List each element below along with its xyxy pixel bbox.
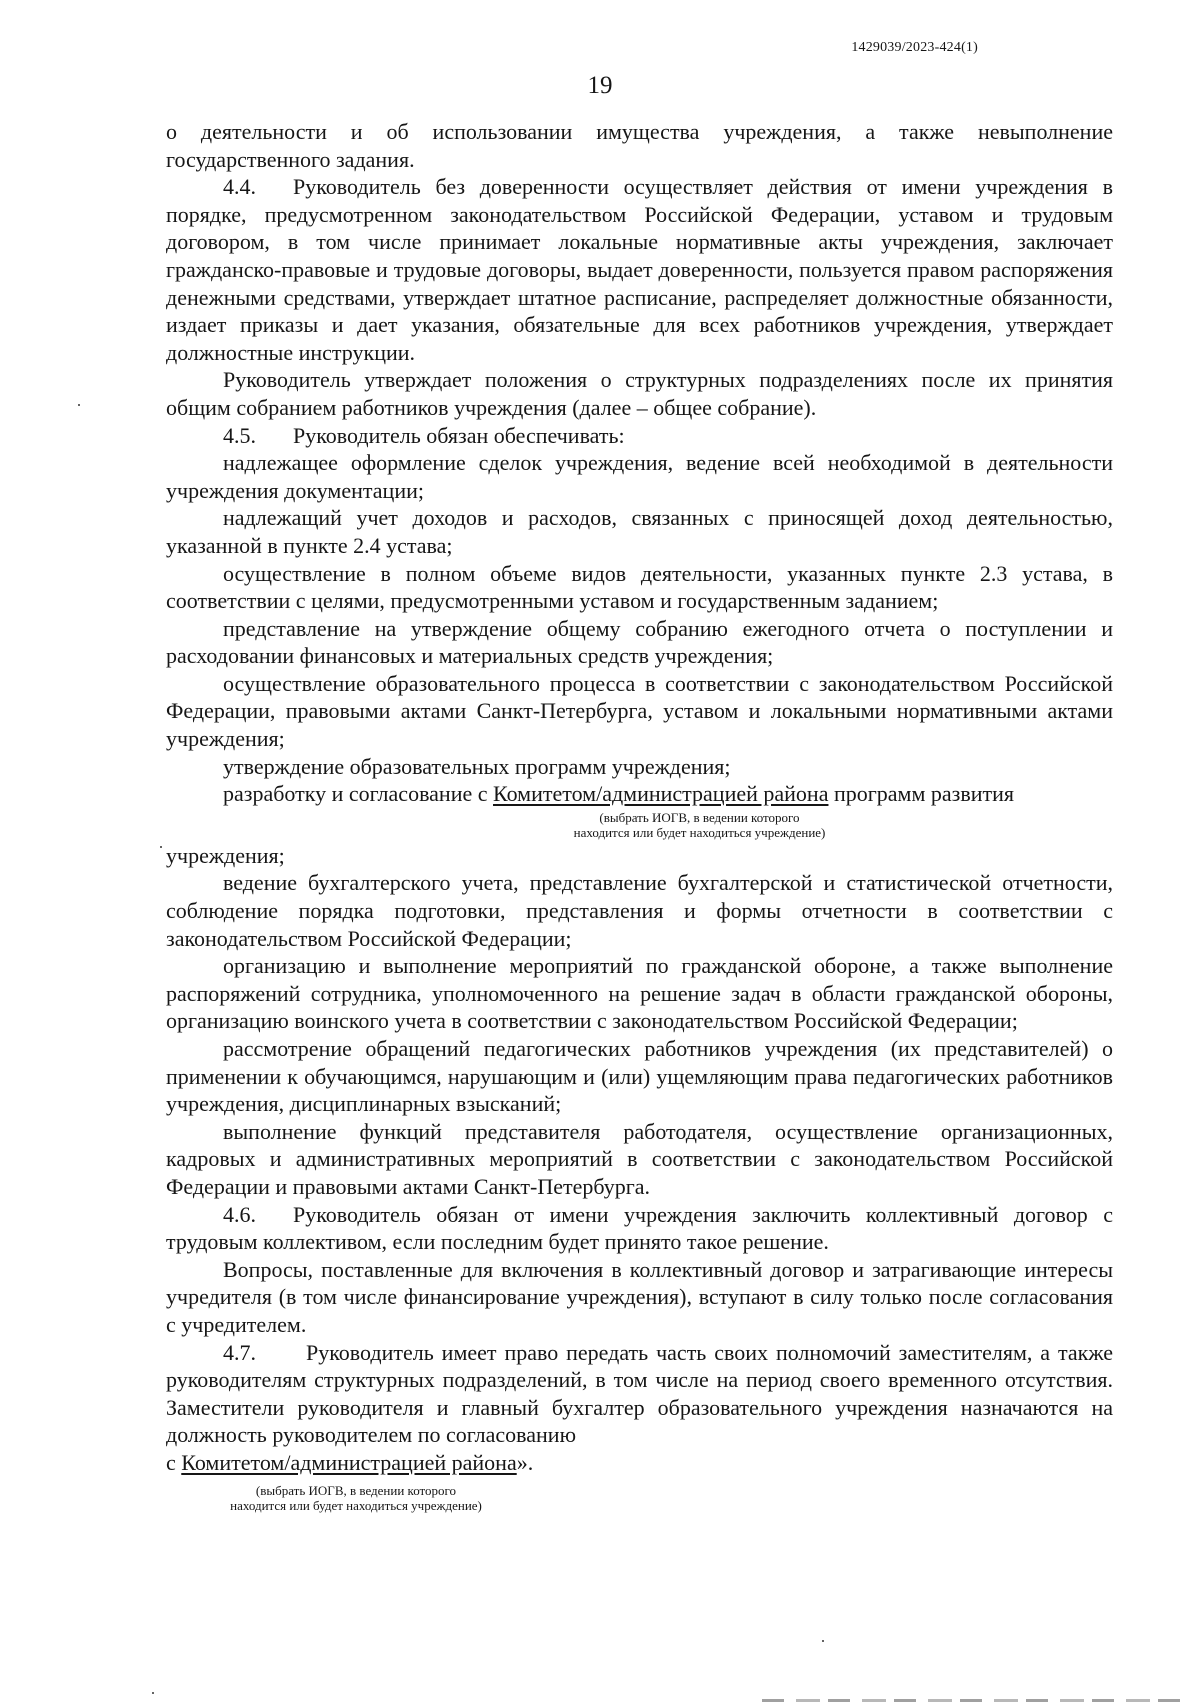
clause-4-7-last-line: [166, 1449, 1113, 1477]
placeholder-authority: Комитетом/администрацией района: [181, 1449, 517, 1475]
list-item: выполнение функций представителя работодателя, осуществление организационных, кадровых и административных мероприятий в соответствии с законодательством Российской Федерации и правовыми актами Санкт-Петербурга.: [166, 1118, 1113, 1199]
text-fragment: с: [166, 1449, 182, 1475]
scan-speck: [152, 1692, 154, 1694]
paragraph: Руководитель утверждает положения о структурных подразделениях после их принятия общим собранием работников учреждения (далее – общее собрание).: [166, 367, 1113, 420]
scan-speck: [822, 1640, 824, 1642]
clause-number: 4.4.: [223, 174, 256, 200]
clause-text: Руководитель обязан от имени учреждения заключить коллективный договор с трудовым коллективом, если последним будет принято такое решение.: [166, 1201, 1113, 1255]
clause-number: 4.5.: [223, 422, 256, 448]
clause-4-7: [166, 1339, 1113, 1449]
hint-line: (выбрать ИОГВ, в ведении которого: [599, 809, 800, 825]
clause-text: Руководитель без доверенности осуществляет действия от имени учреждения в порядке, предусмотренном законодательством Российской Федерации, уставом и трудовым договором, в том числе принимает локальные нормативные акты учреждения, заключает гражданско-правовые и трудовые договоры, выдает доверенности, пользуется правом распоряжения денежными средствами, утверждает штатное расписание, распределяет должностные обязанности, издает приказы и дает указания, обязательные для всех работников учреждения, утверждает должностные инструкции.: [166, 174, 1113, 365]
list-item: надлежащее оформление сделок учреждения, ведение всей необходимой в деятельности учреждения документации;: [166, 450, 1113, 503]
clause-4-5: [166, 422, 1113, 450]
scan-speck: [78, 404, 80, 406]
placeholder-hint: [166, 1483, 546, 1513]
paragraph: Вопросы, поставленные для включения в коллективный договор и затрагивающие интересы учредителя (в том числе финансирование учреждения), вступают в силу только после согласования с учредителем.: [166, 1256, 1113, 1337]
clause-number: 4.7.: [223, 1339, 256, 1365]
placeholder-authority: Комитетом/администрацией района: [493, 781, 829, 807]
list-item: утверждение образовательных программ учреждения;: [223, 753, 731, 779]
text-fragment: программ развития: [828, 781, 1014, 807]
list-item: представление на утверждение общему собранию ежегодного отчета о поступлении и расходовании финансовых и материальных средств учреждения;: [166, 615, 1113, 669]
list-item: организацию и выполнение мероприятий по гражданской обороне, а также выполнение распоряжений сотрудника, уполномоченного на решение задач в области гражданской обороны, организацию воинского учета в соответствии с законодательством Российской Федерации;: [166, 953, 1113, 1034]
list-item: ведение бухгалтерского учета, представление бухгалтерской и статистической отчетности, соблюдение порядка подготовки, представления и формы отчетности в соответствии с законодательством Российской Федерации;: [166, 870, 1113, 951]
scan-speck: [160, 846, 162, 848]
clause-4-6: [166, 1201, 1113, 1256]
clause-text: Руководитель имеет право передать часть своих полномочий заместителям, а также руководителям структурных подразделений, в том числе на период своего временного отсутствия. Заместители руководителя и главный бухгалтер образовательного учреждения назначаются на должность руководителем по согласованию: [166, 1339, 1113, 1448]
hint-line: находится или будет находиться учреждение): [573, 824, 826, 840]
placeholder-hint: [166, 810, 1113, 840]
list-item-with-placeholder: [166, 780, 1113, 808]
clause-number: 4.6.: [223, 1201, 256, 1227]
clause-4-4: [166, 173, 1113, 366]
list-item: осуществление образовательного процесса в соответствии с законодательством Российской Федерации, правовыми актами Санкт-Петербурга, уставом и локальными нормативными актами учреждения;: [166, 670, 1113, 752]
scan-edge-artifact: [762, 1699, 1182, 1702]
page-number: 19: [587, 72, 613, 99]
text-fragment: ».: [516, 1449, 534, 1475]
list-item: осуществление в полном объеме видов деятельности, указанных пункте 2.3 устава, в соответствии с целями, предусмотренными уставом и государственным заданием;: [166, 560, 1113, 614]
hint-line: (выбрать ИОГВ, в ведении которого: [255, 1482, 457, 1498]
list-item: надлежащий учет доходов и расходов, связанных с приносящей доход деятельностью, указанной в пункте 2.4 устава;: [166, 505, 1113, 558]
list-item-continuation: учреждения;: [166, 842, 285, 868]
clause-text: Руководитель обязан обеспечивать:: [293, 422, 625, 448]
text-fragment: разработку и согласование с: [223, 781, 494, 807]
list-item: рассмотрение обращений педагогических работников учреждения (их представителей) о применении к обучающимся, нарушающим и (или) ущемляющим права педагогических работников учреждения, дисциплинарных взысканий;: [166, 1036, 1113, 1117]
document-body: [166, 118, 1113, 1515]
paragraph-continuation: о деятельности и об использовании имущества учреждения, а также невыполнение государственного задания.: [166, 119, 1113, 172]
hint-line: находится или будет находиться учреждение): [230, 1497, 482, 1513]
document-registration-number: 1429039/2023-424(1): [851, 40, 978, 55]
